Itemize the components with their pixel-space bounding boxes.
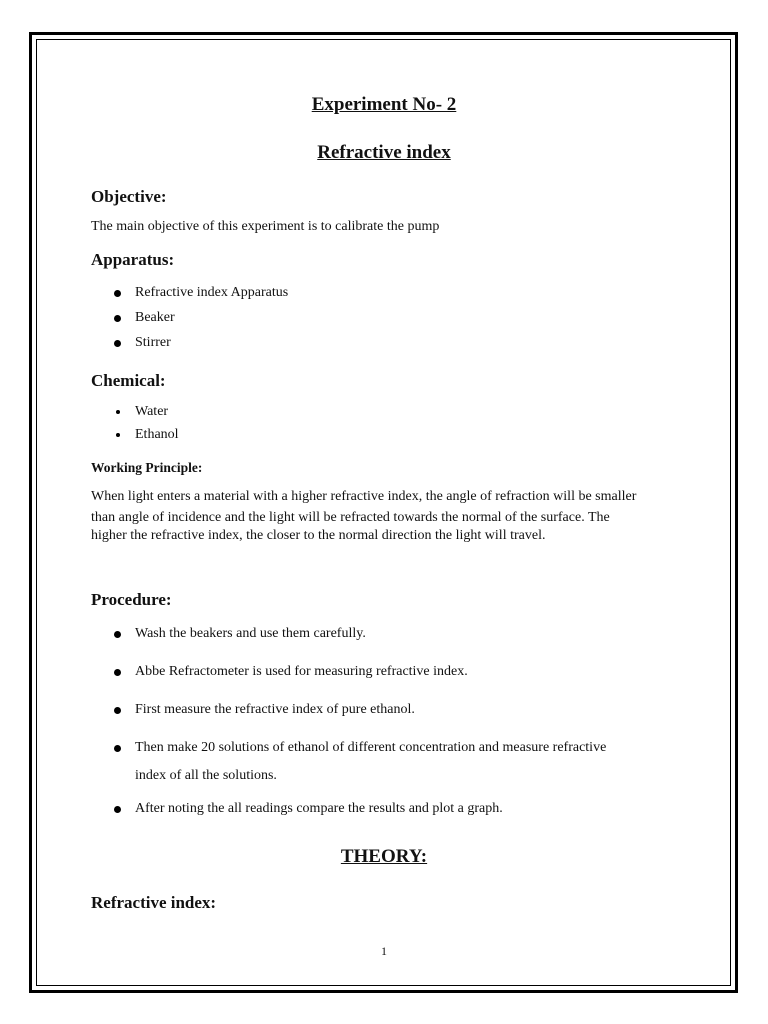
bullet-icon (114, 631, 121, 638)
working-principle-line: When light enters a material with a higher refractive index, the angle of refraction will be smaller (91, 489, 637, 504)
objective-heading: Objective: (91, 187, 167, 206)
working-principle-line: than angle of incidence and the light will be refracted towards the normal of the surface. The (91, 510, 610, 525)
theory-heading: THEORY: (340, 846, 428, 867)
bullet-icon (114, 806, 121, 813)
procedure-item: First measure the refractive index of pure ethanol. (135, 702, 415, 717)
bullet-icon (114, 290, 121, 297)
procedure-item: Then make 20 solutions of ethanol of different concentration and measure refractive (135, 740, 607, 755)
working-principle-heading: Working Principle: (91, 460, 203, 475)
apparatus-heading: Apparatus: (91, 250, 175, 269)
experiment-title: Experiment No- 2 (311, 94, 457, 115)
bullet-icon (114, 669, 121, 676)
working-principle-line: higher the refractive index, the closer to the normal direction the light will travel. (91, 528, 546, 543)
apparatus-item: Stirrer (135, 335, 171, 350)
refractive-index-subheading: Refractive index: (91, 893, 217, 912)
procedure-item-continuation: index of all the solutions. (135, 768, 277, 783)
bullet-icon (114, 707, 121, 714)
bullet-icon (114, 315, 121, 322)
procedure-heading: Procedure: (91, 590, 172, 609)
procedure-item: Wash the beakers and use them carefully. (135, 626, 366, 641)
chemical-item: Ethanol (135, 427, 179, 442)
bullet-icon (116, 433, 120, 437)
procedure-item: Abbe Refractometer is used for measuring refractive index. (135, 664, 468, 679)
chemical-item: Water (135, 404, 169, 419)
bullet-icon (114, 340, 121, 347)
chemical-heading: Chemical: (91, 371, 166, 390)
objective-text: The main objective of this experiment is to calibrate the pump (91, 219, 440, 234)
procedure-item: After noting the all readings compare the results and plot a graph. (135, 801, 503, 816)
apparatus-item: Refractive index Apparatus (135, 285, 289, 300)
bullet-icon (116, 410, 120, 414)
bullet-icon (114, 745, 121, 752)
apparatus-item: Beaker (135, 310, 175, 325)
experiment-subtitle: Refractive index (317, 142, 451, 163)
page-number: 1 (381, 944, 387, 958)
